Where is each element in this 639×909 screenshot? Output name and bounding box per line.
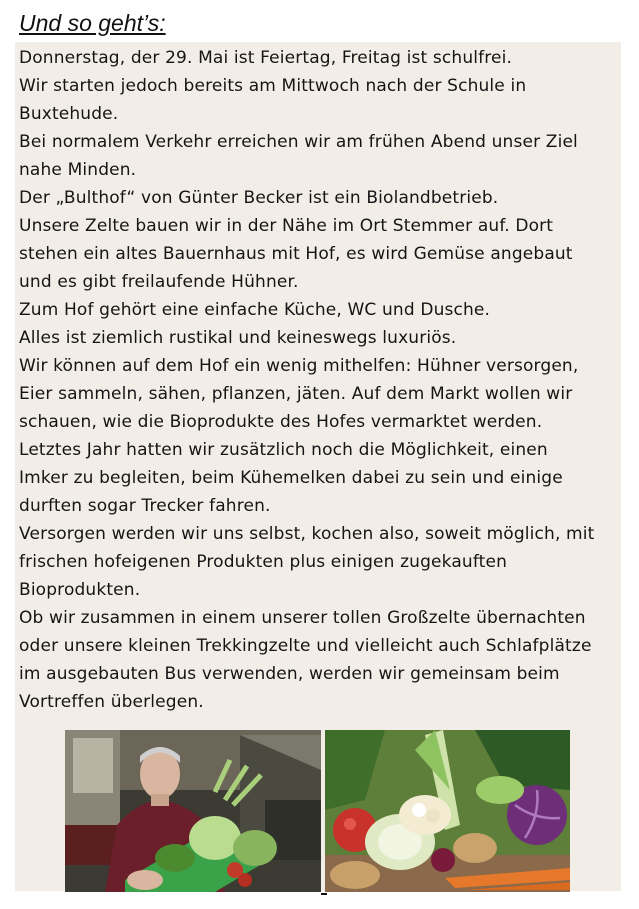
text-line: Imker zu begleiten, beim Kühemelken dabei zu sein und einige (19, 468, 563, 488)
text-line: Wir können auf dem Hof ein wenig mithelfen: Hühner versorgen, (19, 356, 579, 376)
text-line: Versorgen werden wir uns selbst, kochen also, soweit möglich, mit (19, 524, 595, 544)
text-line: durften sogar Trecker fahren. (19, 496, 271, 516)
text-line: Bioprodukten. (19, 580, 141, 600)
vegetables-photo (325, 730, 570, 892)
text-line: Buxtehude. (19, 104, 119, 124)
text-line: Eier sammeln, sähen, pflanzen, jäten. Auf dem Markt wollen wir (19, 384, 573, 404)
text-line: im ausgebauten Bus verwenden, werden wir gemeinsam beim (19, 664, 560, 684)
text-line: Der „Bulthof“ von Günter Becker ist ein Biolandbetrieb. (19, 188, 499, 208)
text-line: Letztes Jahr hatten wir zusätzlich noch die Möglichkeit, einen (19, 440, 548, 460)
text-line: und es gibt freilaufende Hühner. (19, 272, 299, 292)
text-line: Vortreffen überlegen. (19, 692, 204, 712)
text-line: schauen, wie die Bioprodukte des Hofes vermarktet werden. (19, 412, 543, 432)
text-line: Donnerstag, der 29. Mai ist Feiertag, Freitag ist schulfrei. (19, 48, 513, 68)
farmer-photo (65, 730, 321, 892)
text-line: Alles ist ziemlich rustikal und keineswegs luxuriös. (19, 328, 457, 348)
page-heading: Und so geht’s: (19, 10, 166, 36)
text-line: Unsere Zelte bauen wir in der Nähe im Ort Stemmer auf. Dort (19, 216, 554, 236)
body-text (19, 44, 619, 716)
text-line: stehen ein altes Bauernhaus mit Hof, es wird Gemüse angebaut (19, 244, 573, 264)
text-line: oder unsere kleinen Trekkingzelte und vielleicht auch Schlafplätze (19, 636, 592, 656)
text-line: Wir starten jedoch bereits am Mittwoch nach der Schule in (19, 76, 527, 96)
text-line: Bei normalem Verkehr erreichen wir am frühen Abend unser Ziel (19, 132, 578, 152)
page-marker (321, 893, 327, 895)
text-line: Ob wir zusammen in einem unserer tollen Großzelte übernachten (19, 608, 586, 628)
text-line: frischen hofeigenen Produkten plus einigen zugekauften (19, 552, 508, 572)
text-line: nahe Minden. (19, 160, 137, 180)
text-line: Zum Hof gehört eine einfache Küche, WC und Dusche. (19, 300, 491, 320)
